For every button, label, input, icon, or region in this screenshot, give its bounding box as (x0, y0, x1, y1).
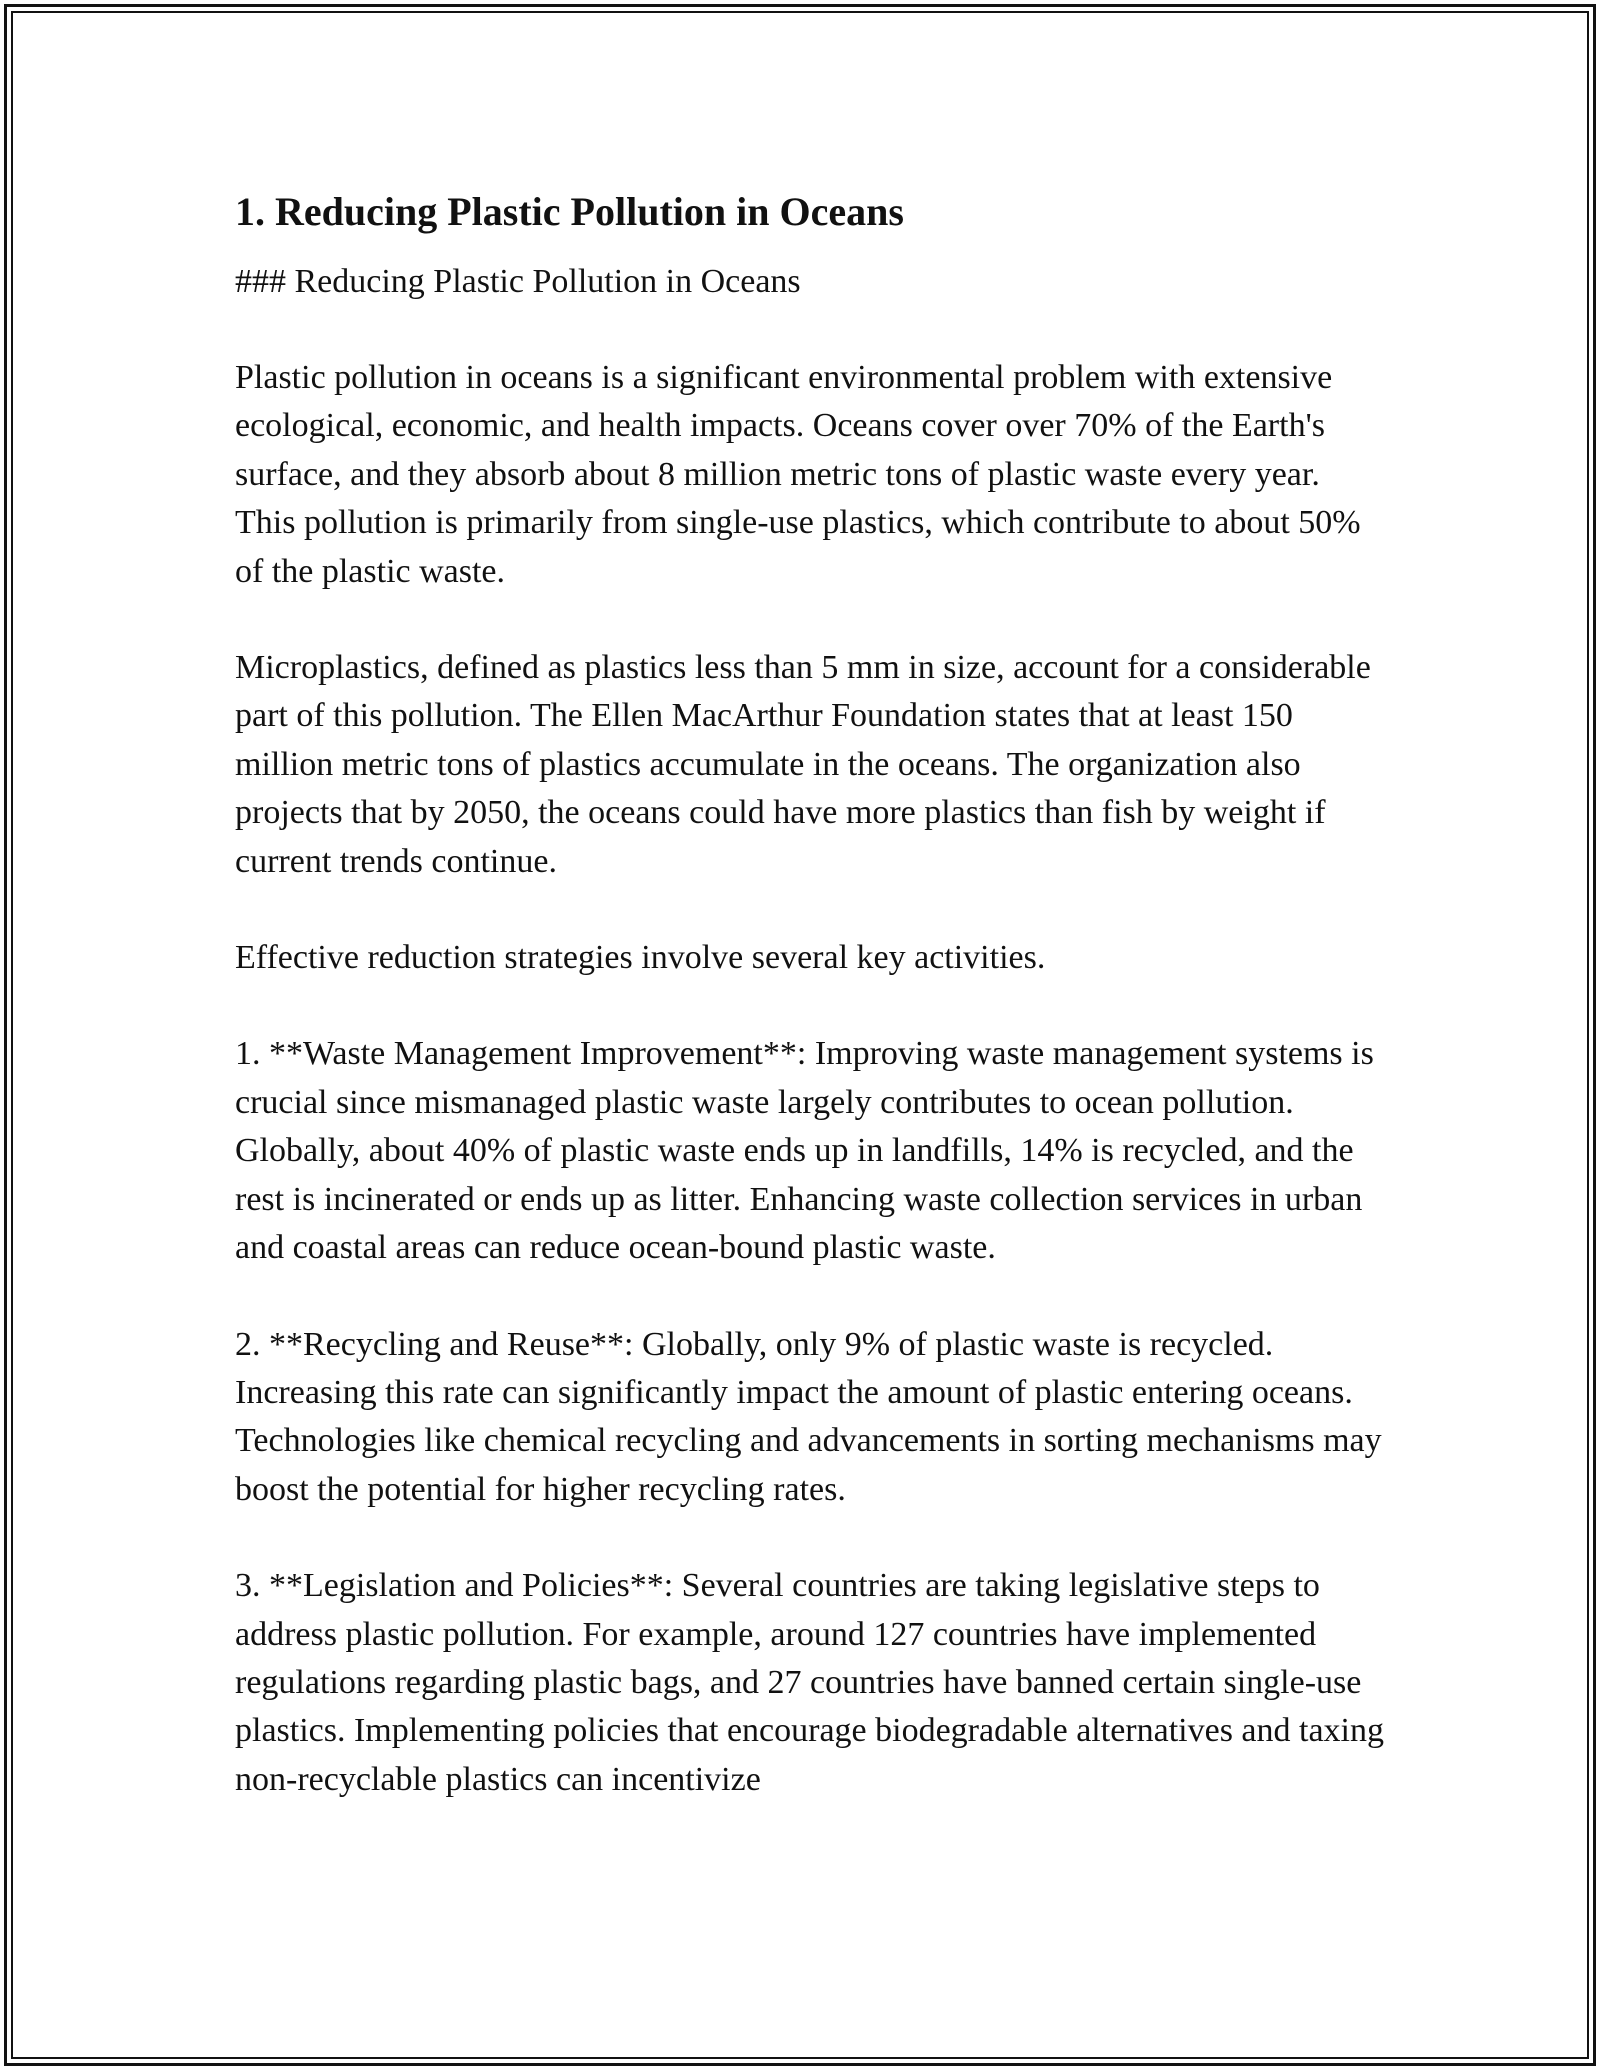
paragraph-strategies-intro: Effective reduction strategies involve several key activities. (235, 939, 1046, 977)
paragraph-microplastics: Microplastics, defined as plastics less than 5 mm in size, account for a considerable part of this pollution. The Ellen MacArthur Foundation states that at least 150 million metric tons of plastics accumulate in the oceans. The organization also projects that by 2050, the oceans could have more plastics than fish by weight if current trends continue. (235, 649, 1371, 880)
document-body (235, 180, 1385, 1804)
document-title: 1. Reducing Plastic Pollution in Oceans (235, 189, 904, 234)
paragraph-recycling: 2. **Recycling and Reuse**: Globally, only 9% of plastic waste is recycled. Increasing this rate can significantly impact the amount of plastic entering oceans. Technologies like chemical recycling and advancements in sorting mechanisms may boost the potential for higher recycling rates. (235, 1325, 1382, 1508)
paragraph-waste-management: 1. **Waste Management Improvement**: Improving waste management systems is crucial since mismanaged plastic waste largely contributes to ocean pollution. Globally, about 40% of plastic waste ends up in landfills, 14% is recycled, and the rest is incinerated or ends up as litter. Enhancing waste collection services in urban and coastal areas can reduce ocean-bound plastic waste. (235, 1035, 1374, 1267)
document-subheading: ### Reducing Plastic Pollution in Oceans (235, 263, 801, 300)
paragraph-legislation: 3. **Legislation and Policies**: Several countries are taking legislative steps to address plastic pollution. For example, around 127 countries have implemented regulations regarding plastic bags, and 27 countries have banned certain single-use plastics. Implementing policies that encourage biodegradable alternatives and taxing non-recyclable plastics can incentivize (235, 1567, 1384, 1798)
paragraph-intro: Plastic pollution in oceans is a significant environmental problem with extensive ecological, economic, and health impacts. Oceans cover over 70% of the Earth's surface, and they absorb about 8 million metric tons of plastic waste every year. This pollution is primarily from single-use plastics, which contribute to about 50% of the plastic waste. (235, 359, 1361, 590)
